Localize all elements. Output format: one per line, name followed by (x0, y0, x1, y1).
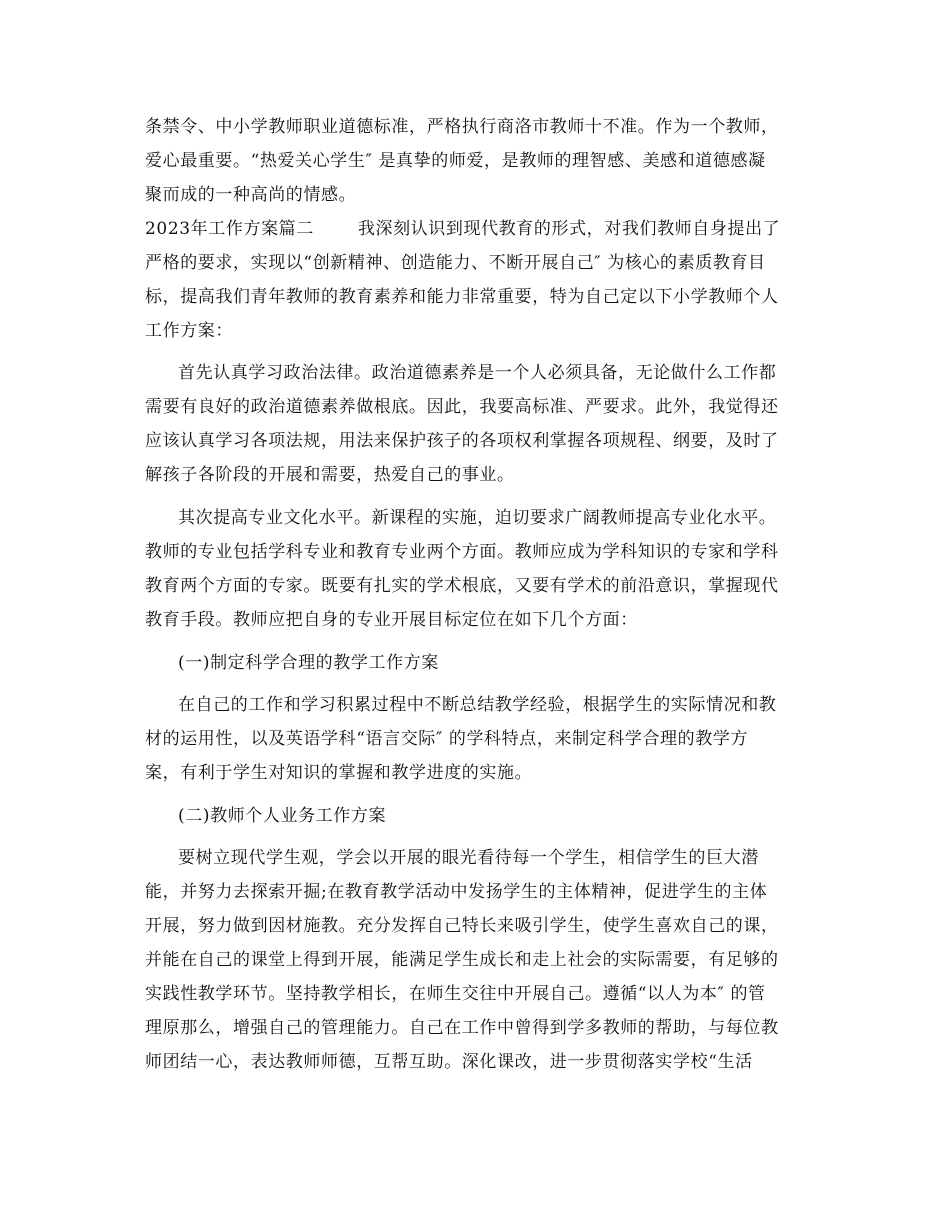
paragraph-line: 在自己的工作和学习积累过程中不断总结教学经验，根据学生的实际情况和教 (178, 695, 777, 715)
paragraph-line: 并能在自己的课堂上得到开展，能满足学生成长和走上社会的实际需要，有足够的 (145, 950, 779, 970)
paragraph-line: 要树立现代学生观，学会以开展的眼光看待每一个学生，相信学生的巨大潜 (178, 848, 759, 868)
paragraph-line: 教育两个方面的专家。既要有扎实的学术根底，又要有学术的前沿意识，掌握现代 (145, 576, 779, 596)
paragraph-line: 其次提高专业文化水平。新课程的实施，迫切要求广阔教师提高专业化水平。 (178, 508, 777, 528)
section-heading-line (145, 218, 780, 240)
paragraph-line: 案，有利于学生对知识的掌握和教学进度的实施。 (145, 763, 533, 783)
paragraph-line: 需要有良好的政治道德素养做根底。因此，我要高标准、严要求。此外，我觉得还 (145, 397, 779, 417)
paragraph-line: 师团结一心，表达教师师德，互帮互助。深化课改，进一步贯彻落实学校“生活 (145, 1052, 753, 1072)
paragraph-line: 聚而成的一种高尚的情感。 (145, 185, 357, 205)
paragraph-line: 开展，努力做到因材施教。充分发挥自己特长来吸引学生，使学生喜欢自己的课， (145, 916, 779, 936)
section-heading: 2023年工作方案篇二 (145, 219, 314, 239)
paragraph-line: 爱心最重要。“热爱关心学生″ 是真挚的师爱，是教师的理智感、美感和道德感凝 (145, 151, 766, 171)
paragraph-line: 能，并努力去探索开掘;在教育教学活动中发扬学生的主体精神，促进学生的主体 (145, 882, 768, 902)
paragraph-line: 材的运用性，以及英语学科“语言交际″ 的学科特点，来制定科学合理的教学方 (145, 729, 749, 749)
paragraph-line: 实践性教学环节。坚持教学相长，在师生交往中开展自己。遵循“以人为本″ 的管 (145, 984, 766, 1004)
paragraph-line: 标，提高我们青年教师的教育素养和能力非常重要，特为自己定以下小学教师个人 (145, 287, 779, 307)
subsection-heading: (一)制定科学合理的教学工作方案 (178, 653, 439, 673)
paragraph-line: 首先认真学习政治法律。政治道德素养是一个人必须具备，无论做什么工作都 (178, 363, 777, 383)
paragraph-line: 条禁令、中小学教师职业道德标准，严格执行商洛市教师十不准。作为一个教师， (145, 117, 779, 137)
paragraph-line: 理原那么，增强自己的管理能力。自己在工作中曾得到学多教师的帮助，与每位教 (145, 1018, 779, 1038)
paragraph-line: 教育手段。教师应把自身的专业开展目标定位在如下几个方面： (145, 610, 638, 630)
paragraph-line: 工作方案： (145, 321, 233, 341)
section-heading-text: 我深刻认识到现代教育的形式，对我们教师自身提出了 (357, 219, 781, 239)
paragraph-line: 解孩子各阶段的开展和需要，热爱自己的事业。 (145, 465, 515, 485)
paragraph-line: 应该认真学习各项法规，用法来保护孩子的各项权利掌握各项规程、纲要，及时了 (145, 431, 779, 451)
subsection-heading: (二)教师个人业务工作方案 (178, 806, 387, 826)
paragraph-line: 教师的专业包括学科专业和教育专业两个方面。教师应成为学科知识的专家和学科 (145, 542, 779, 562)
paragraph-line: 严格的要求，实现以“创新精神、创造能力、不断开展自己″ 为核心的素质教育目 (145, 253, 766, 273)
